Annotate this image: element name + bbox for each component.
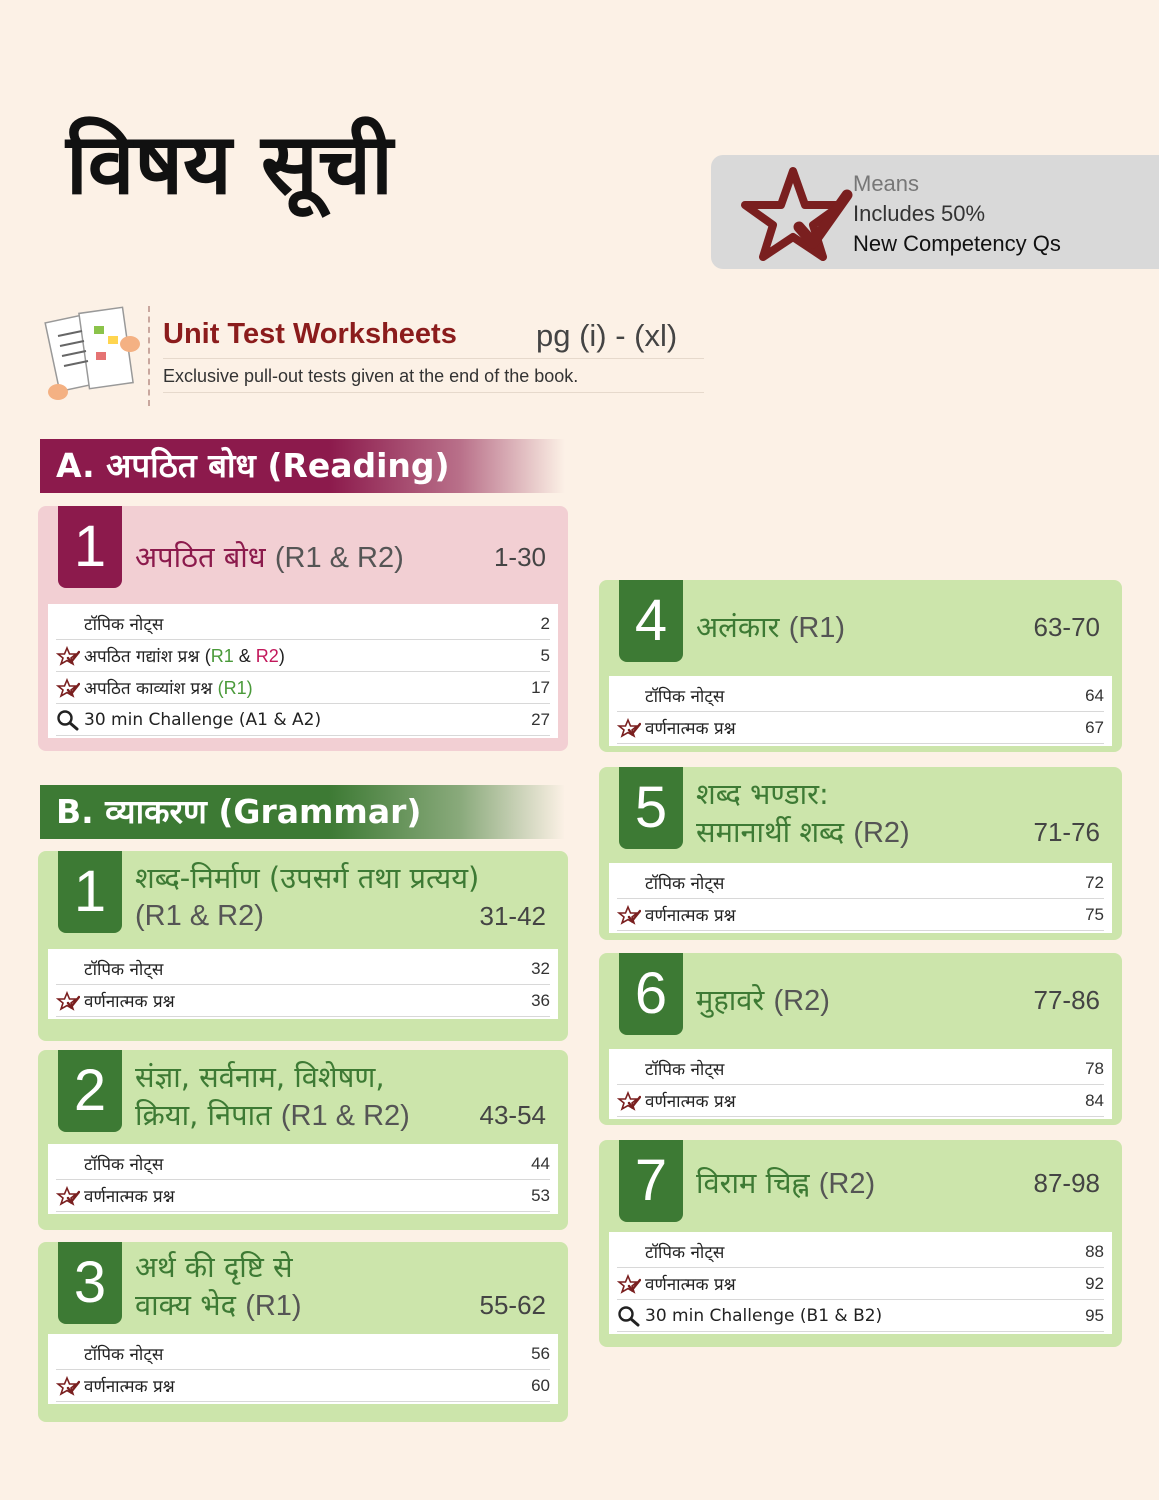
- chapter-page-range: 55-62: [479, 1290, 546, 1320]
- divider: [163, 392, 704, 393]
- list-item[interactable]: वर्णनात्मक प्रश्न 92: [617, 1268, 1104, 1300]
- star-check-icon: [56, 678, 80, 698]
- list-item[interactable]: टॉपिक नोट्स 78: [617, 1053, 1104, 1085]
- legend-box: [711, 155, 1159, 269]
- topic-list: [609, 863, 1112, 933]
- chapter-number: 2: [58, 1050, 122, 1132]
- list-item[interactable]: वर्णनात्मक प्रश्न 36: [56, 985, 550, 1017]
- legend-includes: Includes 50%: [853, 201, 986, 226]
- chapter-page-range: 43-54: [479, 1100, 546, 1130]
- chapter-page-range: 71-76: [1033, 817, 1100, 847]
- unit-test-pages: pg (i) - (xl): [536, 318, 678, 353]
- star-check-icon: [617, 718, 641, 738]
- chapter-number: 6: [619, 953, 683, 1035]
- list-item[interactable]: टॉपिक नोट्स 44: [56, 1148, 550, 1180]
- chapter-number: 1: [58, 506, 122, 588]
- list-item[interactable]: टॉपिक नोट्स 72: [617, 867, 1104, 899]
- chapter-card-b5[interactable]: [599, 767, 1122, 940]
- chapter-card-b2[interactable]: [38, 1050, 568, 1230]
- list-item[interactable]: 30 min Challenge (B1 & B2) 95: [617, 1300, 1104, 1332]
- topic-list: [48, 949, 558, 1019]
- chapter-page-range: 1-30: [493, 542, 546, 572]
- list-item[interactable]: अपठित गद्यांश प्रश्न (R1 & R2) 5: [56, 640, 550, 672]
- divider: [163, 358, 704, 359]
- unit-test-subtitle: Exclusive pull-out tests given at the end of the book.: [163, 366, 579, 386]
- unit-test-title[interactable]: Unit Test Worksheets: [163, 318, 457, 350]
- book-illustration-icon: [44, 296, 144, 408]
- list-item[interactable]: टॉपिक नोट्स 88: [617, 1236, 1104, 1268]
- unit-test-worksheets: [44, 296, 704, 408]
- list-item[interactable]: 30 min Challenge (A1 & A2) 27: [56, 704, 550, 736]
- chapter-title[interactable]: विराम चिह्न (R2): [696, 1166, 876, 1200]
- chapter-card-b1[interactable]: [38, 851, 568, 1041]
- list-item[interactable]: वर्णनात्मक प्रश्न 67: [617, 712, 1104, 744]
- star-check-icon: [617, 1274, 641, 1294]
- chapter-card-b7[interactable]: [599, 1140, 1122, 1347]
- chapter-card-b3[interactable]: [38, 1242, 568, 1422]
- topic-list: [48, 604, 558, 738]
- star-check-icon: [617, 1091, 641, 1111]
- chapter-title[interactable]: शब्द-निर्माण (उपसर्ग तथा प्रत्यय) (R1 & R2): [135, 861, 480, 932]
- star-check-icon: [56, 646, 80, 666]
- page-title: विषय सूची: [66, 115, 393, 213]
- chapter-title[interactable]: शब्द भण्डार: समानार्थी शब्द (R2): [696, 777, 910, 849]
- chapter-number: 5: [619, 767, 683, 849]
- chapter-page-range: 77-86: [1033, 985, 1100, 1015]
- magnifier-icon: [56, 709, 80, 731]
- chapter-card-a1[interactable]: [38, 506, 568, 751]
- chapter-title[interactable]: मुहावरे (R2): [696, 983, 830, 1017]
- chapter-card-b6[interactable]: [599, 953, 1122, 1125]
- star-check-icon: [733, 165, 853, 261]
- list-item[interactable]: वर्णनात्मक प्रश्न 60: [56, 1370, 550, 1402]
- chapter-title[interactable]: अपठित बोध (R1 & R2): [135, 540, 404, 574]
- list-item[interactable]: टॉपिक नोट्स 56: [56, 1338, 550, 1370]
- topic-list: [48, 1334, 558, 1404]
- list-item[interactable]: अपठित काव्यांश प्रश्न (R1) 17: [56, 672, 550, 704]
- topic-list: [609, 1049, 1112, 1119]
- chapter-page-range: 63-70: [1033, 612, 1100, 642]
- star-check-icon: [617, 905, 641, 925]
- chapter-title[interactable]: अलंकार (R1): [696, 610, 846, 644]
- legend-means: Means: [853, 171, 920, 196]
- list-item[interactable]: टॉपिक नोट्स 64: [617, 680, 1104, 712]
- chapter-number: 4: [619, 580, 683, 662]
- star-check-icon: [56, 1376, 80, 1396]
- chapter-number: 3: [58, 1242, 122, 1324]
- chapter-number: 1: [58, 851, 122, 933]
- section-b-banner: B. व्याकरण (Grammar): [40, 785, 565, 839]
- star-check-icon: [56, 991, 80, 1011]
- chapter-page-range: 31-42: [479, 901, 546, 931]
- legend-new: New Competency Qs: [853, 231, 1061, 256]
- divider: [148, 306, 150, 406]
- magnifier-icon: [617, 1305, 641, 1327]
- section-a-banner: A. अपठित बोध (Reading): [40, 439, 565, 493]
- topic-list: [609, 676, 1112, 746]
- list-item[interactable]: टॉपिक नोट्स 32: [56, 953, 550, 985]
- chapter-title[interactable]: संज्ञा, सर्वनाम, विशेषण, क्रिया, निपात (R1 & R2): [135, 1060, 410, 1132]
- chapter-title[interactable]: अर्थ की दृष्टि से वाक्य भेद (R1): [135, 1250, 302, 1322]
- chapter-card-b4[interactable]: [599, 580, 1122, 752]
- list-item[interactable]: वर्णनात्मक प्रश्न 75: [617, 899, 1104, 931]
- list-item[interactable]: टॉपिक नोट्स 2: [56, 608, 550, 640]
- topic-list: [48, 1144, 558, 1214]
- chapter-page-range: 87-98: [1033, 1168, 1100, 1198]
- topic-list: [609, 1232, 1112, 1334]
- chapter-number: 7: [619, 1140, 683, 1222]
- star-check-icon: [56, 1186, 80, 1206]
- list-item[interactable]: वर्णनात्मक प्रश्न 84: [617, 1085, 1104, 1117]
- list-item[interactable]: वर्णनात्मक प्रश्न 53: [56, 1180, 550, 1212]
